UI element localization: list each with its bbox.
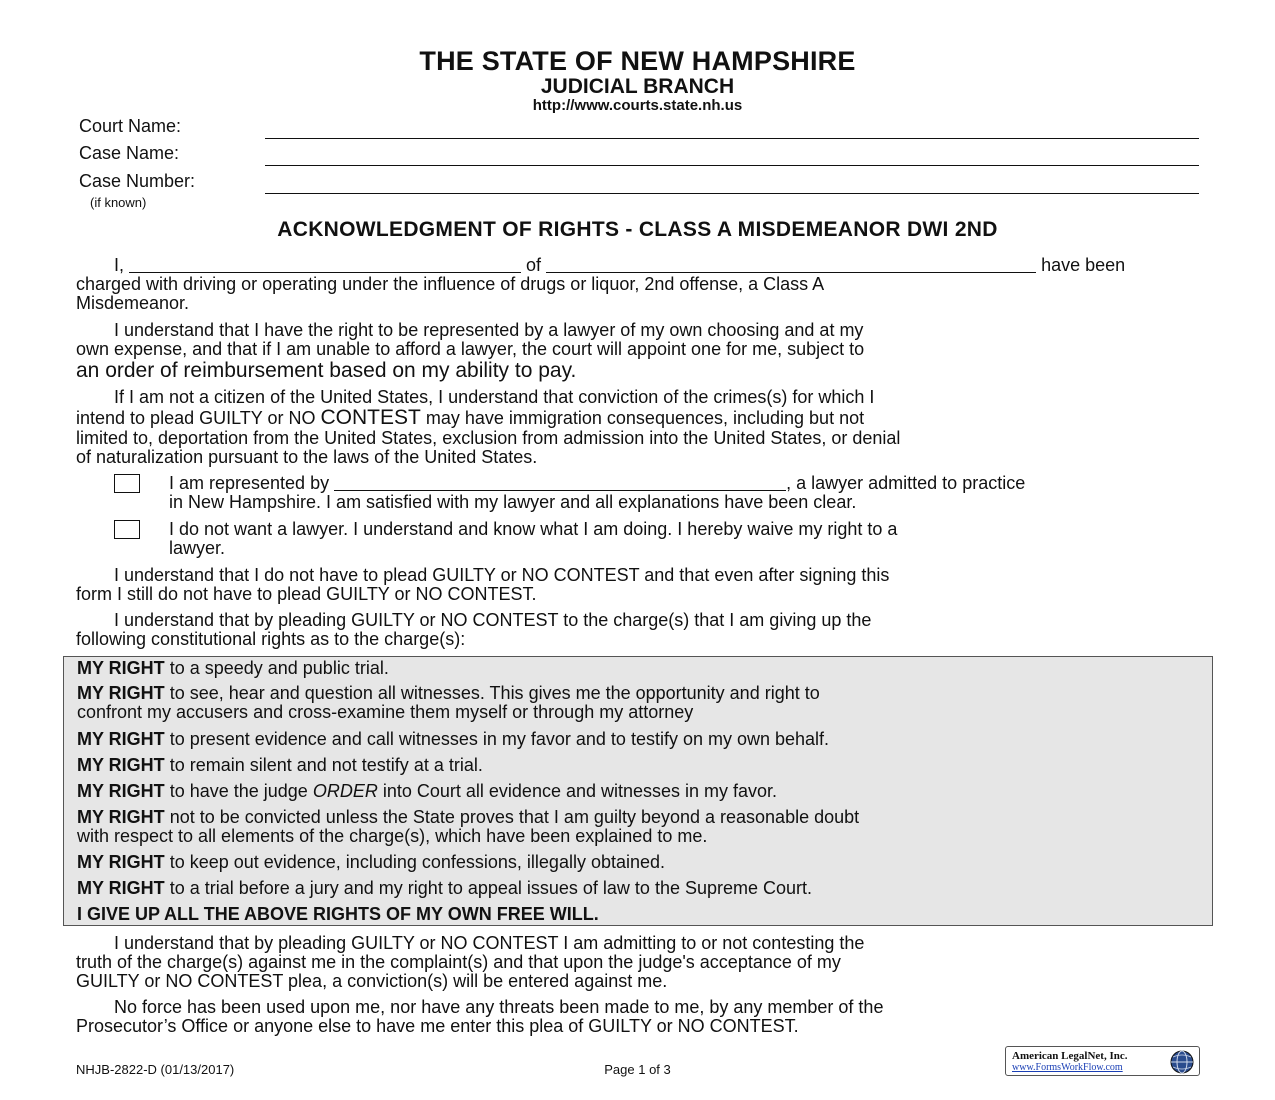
intro-paragraph xyxy=(76,256,1224,313)
giving-up-paragraph xyxy=(76,611,1224,649)
giving-up-line1: I understand that by pleading GUILTY or NO CONTEST to the charge(s) that I am giving up the xyxy=(114,610,872,630)
right-present-evidence: MY RIGHT to present evidence and call witnesses in my favor and to testify on my own behalf. xyxy=(77,729,830,749)
right-reasonable-doubt: MY RIGHT not to be convicted unless the State proves that I am guilty beyond a reasonable doubt with respect to all elements of the charge(s), which have been explained to me. xyxy=(77,807,860,846)
citizen-line2a: intend to plead GUILTY or NO xyxy=(76,408,316,428)
intro-of: of xyxy=(526,255,542,275)
admission-paragraph xyxy=(76,934,1224,991)
plead-line1: I understand that I do not have to plead GUILTY or NO CONTEST and that even after signing this xyxy=(114,565,890,585)
immigration-paragraph xyxy=(76,388,1224,467)
no-lawyer-line2: lawyer. xyxy=(169,538,226,558)
if-known-note: (if known) xyxy=(90,195,147,210)
give-up-statement: I GIVE UP ALL THE ABOVE RIGHTS OF MY OWN FREE WILL. xyxy=(77,904,599,924)
intro-line3: Misdemeanor. xyxy=(76,293,190,313)
intro-i: I, xyxy=(114,255,125,275)
lawyer-right-paragraph xyxy=(76,321,1224,383)
citizen-line3: limited to, deportation from the United States, exclusion from admission into the United States, or denial xyxy=(76,428,901,448)
giving-up-line2: following constitutional rights as to the charge(s): xyxy=(76,629,466,649)
right-exclude-evidence: MY RIGHT to keep out evidence, including confessions, illegally obtained. xyxy=(77,852,666,872)
force-line2: Prosecutor’s Office or anyone else to have me enter this plea of GUILTY or NO CONTEST. xyxy=(76,1016,799,1036)
defendant-address-field[interactable] xyxy=(546,257,1036,273)
represented-checkbox[interactable] xyxy=(114,474,140,493)
plead-line2: form I still do not have to plead GUILTY or NO CONTEST. xyxy=(76,584,537,604)
force-line1: No force has been used upon me, nor have any threats been made to me, by any member of the xyxy=(114,997,884,1017)
intro-line2: charged with driving or operating under the influence of drugs or liquor, 2nd offense, a Class A xyxy=(76,274,825,294)
no-lawyer-option xyxy=(169,520,1189,558)
case-number-label: Case Number: xyxy=(79,171,196,191)
right-speedy-trial: MY RIGHT to a speedy and public trial. xyxy=(77,658,389,678)
court-name-row xyxy=(79,113,1199,139)
lawyer-line2: own expense, and that if I am unable to afford a lawyer, the court will appoint one for me, subject to xyxy=(76,339,865,359)
rights-box xyxy=(63,656,1213,926)
citizen-line4: of naturalization pursuant to the laws of the United States. xyxy=(76,447,538,467)
right-question-witnesses: MY RIGHT to see, hear and question all witnesses. This gives me the opportunity and right to confront my accusers and cross-examine them myself or through my attorney xyxy=(77,683,820,722)
publisher-logo[interactable] xyxy=(1005,1046,1200,1076)
case-number-field[interactable] xyxy=(265,193,1199,194)
no-lawyer-checkbox[interactable] xyxy=(114,520,140,539)
lawyer-line1: I understand that I have the right to be represented by a lawyer of my own choosing and at my xyxy=(114,320,864,340)
lawyer-line3: an order of reimbursement based on my ability to pay. xyxy=(76,359,577,382)
admit-line2: truth of the charge(s) against me in the complaint(s) and that upon the judge's acceptance of my xyxy=(76,952,841,972)
represented-text-b: , a lawyer admitted to practice xyxy=(786,473,1026,493)
defendant-name-field[interactable] xyxy=(129,257,521,273)
right-jury-trial: MY RIGHT to a trial before a jury and my right to appeal issues of law to the Supreme Court. xyxy=(77,878,813,898)
branch-heading: JUDICIAL BRANCH xyxy=(540,75,735,98)
court-name-field[interactable] xyxy=(265,138,1199,139)
lawyer-name-field[interactable] xyxy=(334,475,786,491)
right-judge-order: MY RIGHT to have the judge ORDER into Court all evidence and witnesses in my favor. xyxy=(77,781,778,801)
form-id: NHJB-2822-D (01/13/2017) xyxy=(76,1062,235,1077)
state-heading: THE STATE OF NEW HAMPSHIRE xyxy=(419,46,856,76)
publisher-name: American LegalNet, Inc. xyxy=(1012,1050,1128,1062)
globe-icon xyxy=(1169,1049,1195,1075)
right-remain-silent: MY RIGHT to remain silent and not testify at a trial. xyxy=(77,755,483,775)
admit-line3: GUILTY or NO CONTEST plea, a conviction(s) will be entered against me. xyxy=(76,971,668,991)
represented-text-a: I am represented by xyxy=(169,473,330,493)
case-number-row xyxy=(79,168,1199,194)
court-url[interactable]: http://www.courts.state.nh.us xyxy=(532,97,743,114)
court-name-label: Court Name: xyxy=(79,116,182,136)
represented-option xyxy=(169,474,1189,512)
case-name-field[interactable] xyxy=(265,165,1199,166)
admit-line1: I understand that by pleading GUILTY or NO CONTEST I am admitting to or not contesting the xyxy=(114,933,865,953)
citizen-line1: If I am not a citizen of the United States, I understand that conviction of the crimes(s) for which I xyxy=(114,387,875,407)
page-number: Page 1 of 3 xyxy=(604,1062,671,1077)
citizen-contest: CONTEST xyxy=(320,406,421,429)
case-name-label: Case Name: xyxy=(79,143,180,163)
no-lawyer-line1: I do not want a lawyer. I understand and know what I am doing. I hereby waive my right to a xyxy=(169,519,898,539)
case-name-row xyxy=(79,140,1199,166)
no-force-paragraph xyxy=(76,998,1224,1036)
plead-paragraph xyxy=(76,566,1224,604)
represented-line2: in New Hampshire. I am satisfied with my lawyer and all explanations have been clear. xyxy=(169,492,857,512)
intro-have-been: have been xyxy=(1041,255,1126,275)
publisher-link[interactable]: www.FormsWorkFlow.com xyxy=(1012,1062,1123,1073)
form-title: ACKNOWLEDGMENT OF RIGHTS - CLASS A MISDEMEANOR DWI 2ND xyxy=(277,218,998,241)
citizen-line2c: may have immigration consequences, including but not xyxy=(425,408,865,428)
